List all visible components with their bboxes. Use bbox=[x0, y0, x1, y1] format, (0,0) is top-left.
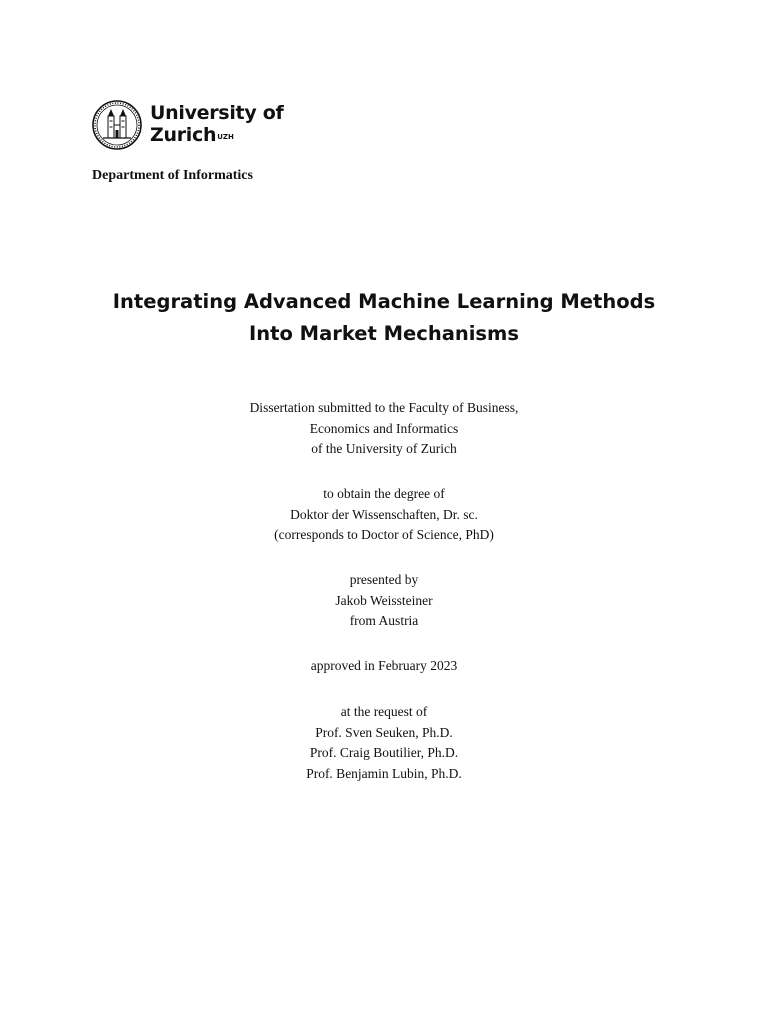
degree-line-2: Doktor der Wissenschaften, Dr. sc. bbox=[290, 506, 478, 522]
committee-member: Prof. Sven Seuken, Ph.D. bbox=[315, 724, 453, 740]
department-name: Department of Informatics bbox=[92, 168, 253, 183]
submission-line-2: Economics and Informatics bbox=[309, 420, 459, 436]
title-line-1: Integrating Advanced Machine Learning Methods bbox=[112, 290, 656, 313]
author-block bbox=[0, 570, 768, 632]
degree-block bbox=[0, 484, 768, 546]
committee-member: Prof. Benjamin Lubin, Ph.D. bbox=[306, 765, 462, 781]
presented-by: presented by bbox=[349, 572, 419, 587]
submission-line-3: of the University of Zurich bbox=[311, 441, 457, 456]
committee-member: Prof. Craig Boutilier, Ph.D. bbox=[309, 745, 459, 760]
author-origin: from Austria bbox=[349, 613, 419, 628]
logo-line-1: University of bbox=[150, 102, 284, 124]
dissertation-title bbox=[0, 286, 768, 350]
university-seal-icon bbox=[90, 92, 156, 158]
committee-intro: at the request of bbox=[340, 704, 428, 719]
author-name: Jakob Weissteiner bbox=[335, 592, 433, 608]
approval-block bbox=[0, 656, 768, 677]
university-wordmark bbox=[150, 102, 283, 146]
degree-line-3: (corresponds to Doctor of Science, PhD) bbox=[274, 527, 494, 542]
logo-superscript: UZH bbox=[217, 133, 234, 141]
logo-line-2 bbox=[150, 124, 283, 146]
submission-line-1: Dissertation submitted to the Faculty of Business, bbox=[249, 400, 519, 415]
approval-date: approved in February 2023 bbox=[310, 658, 458, 673]
submission-block bbox=[0, 398, 768, 460]
committee-block bbox=[0, 702, 768, 784]
degree-line-1: to obtain the degree of bbox=[323, 486, 445, 501]
logo-zurich: Zurich bbox=[150, 124, 217, 146]
university-logo bbox=[90, 92, 284, 158]
title-line-2: Into Market Mechanisms bbox=[249, 322, 519, 345]
